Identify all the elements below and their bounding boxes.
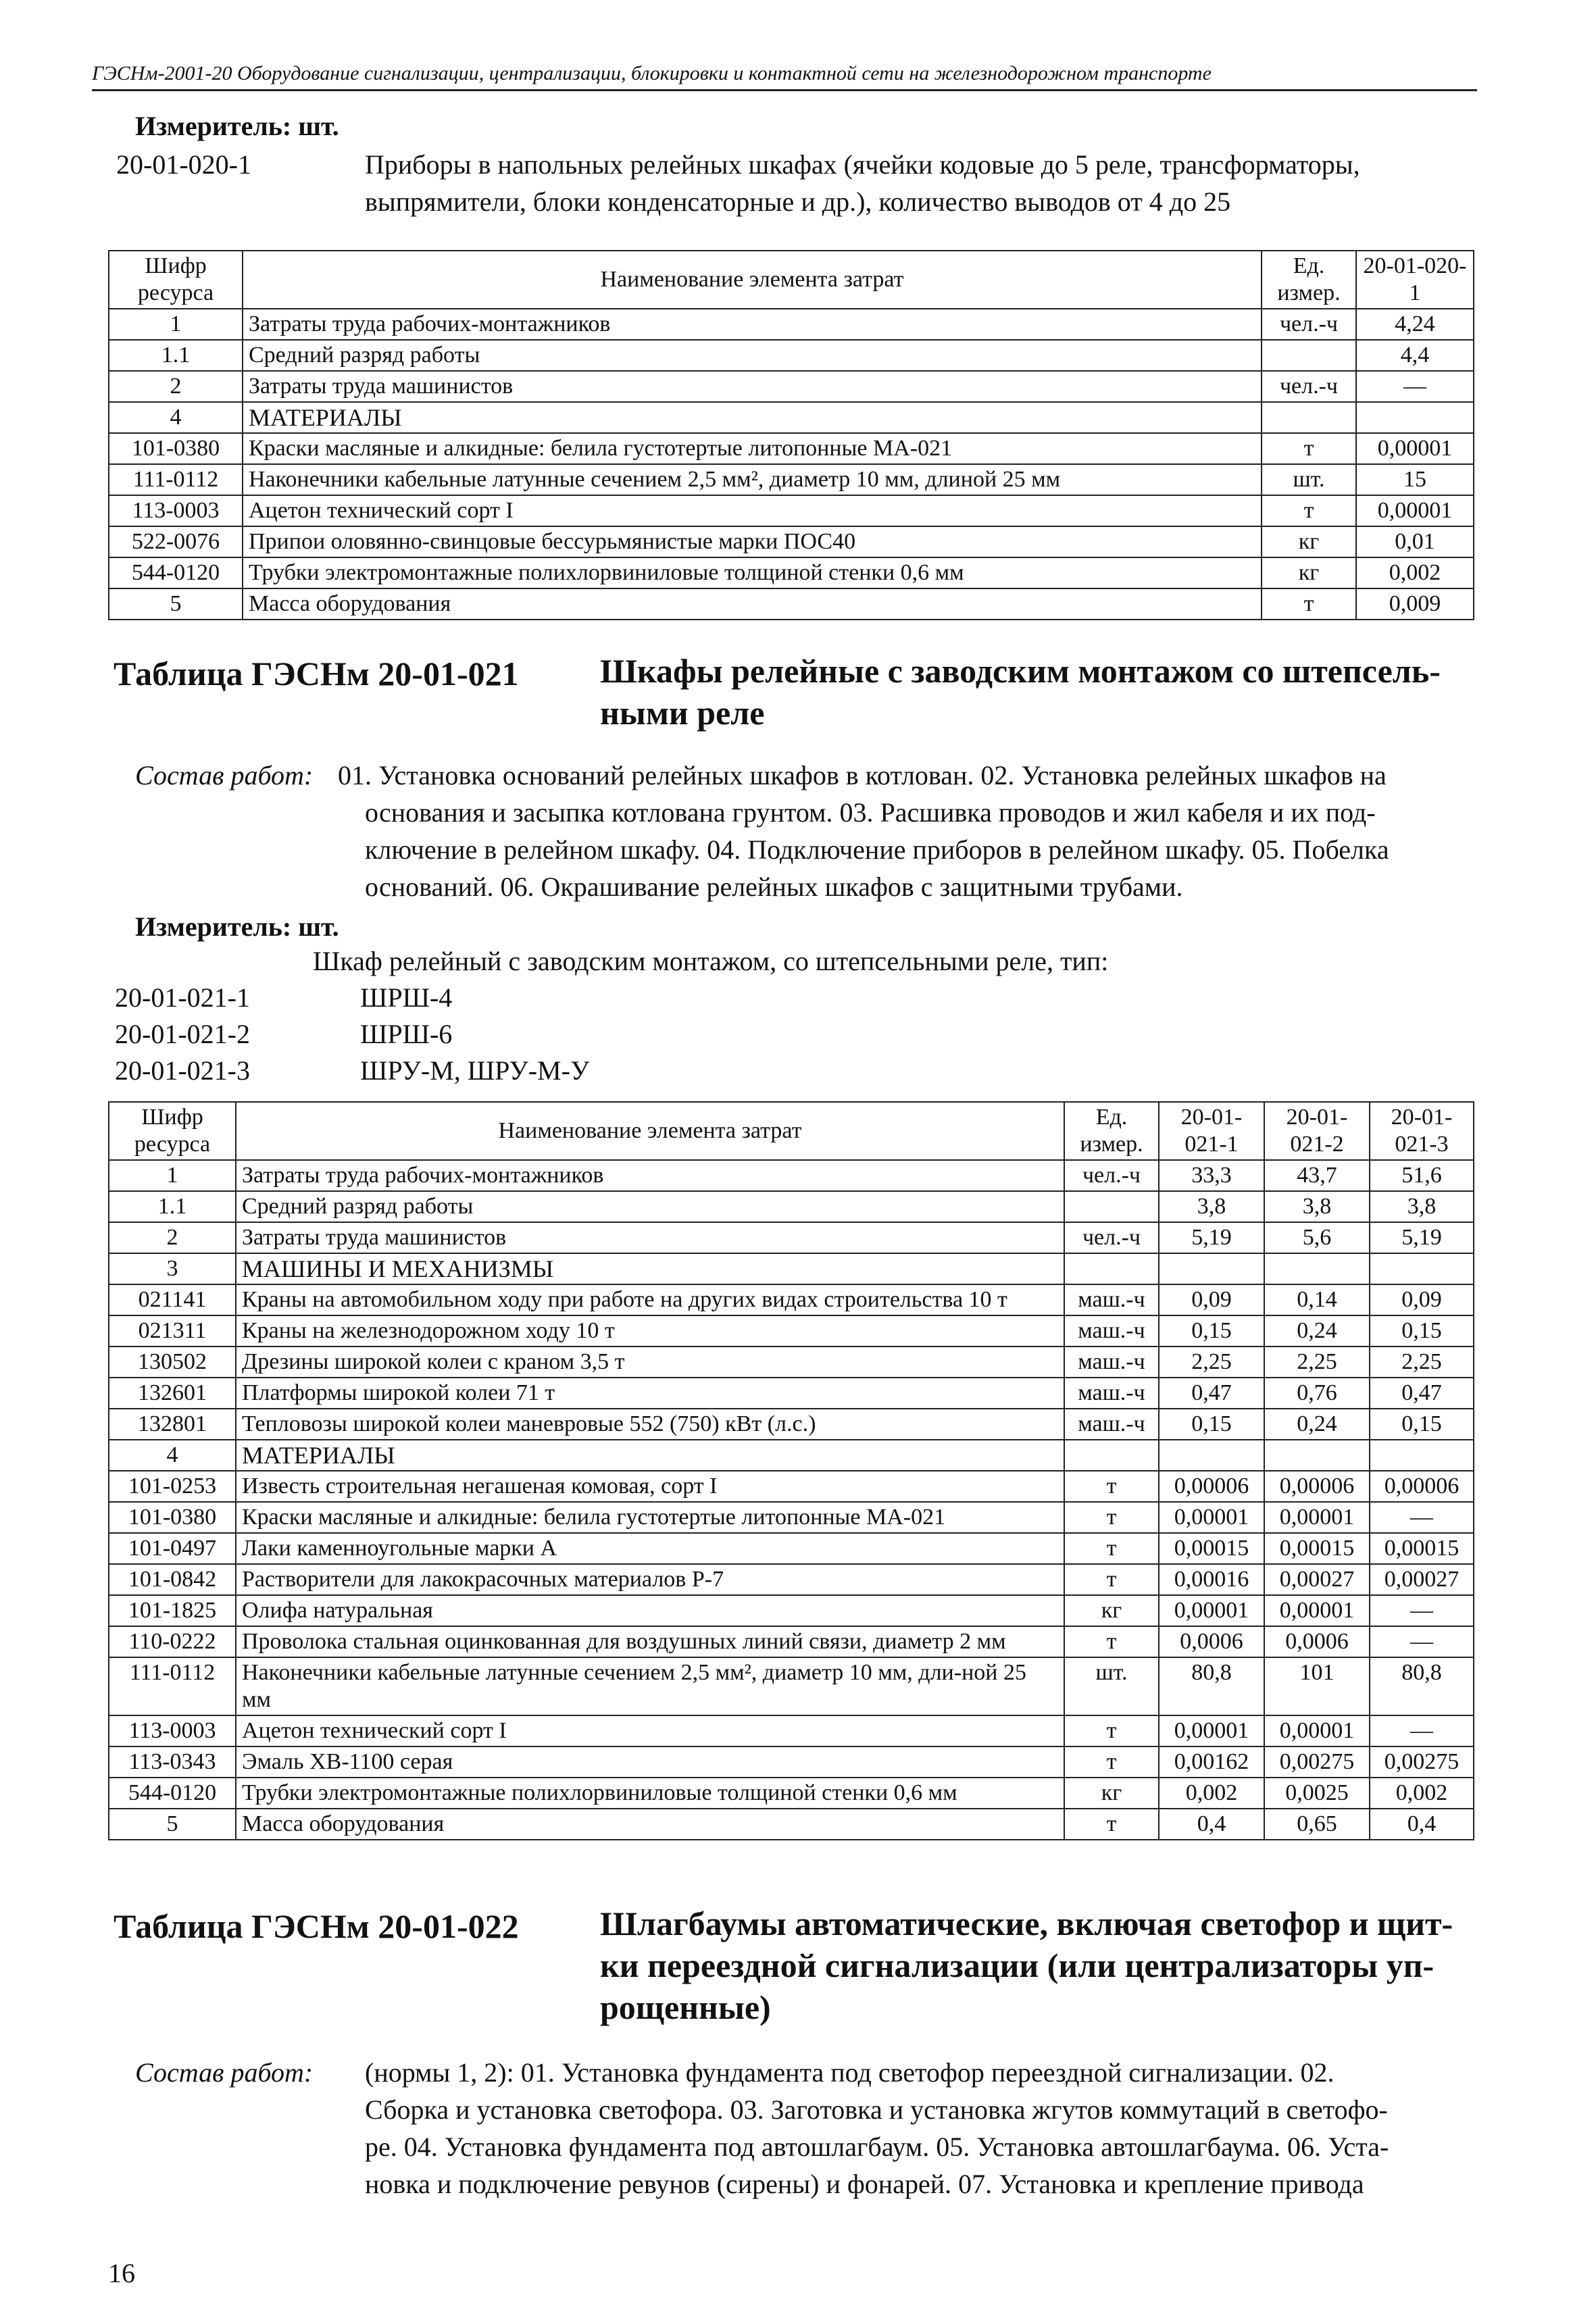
norm-desc-line-1: Приборы в напольных релейных шкафах (ячейки кодовые до 5 реле, трансформаторы,	[365, 149, 1360, 180]
cell-value-3: 3,8	[1370, 1191, 1474, 1222]
cell-value-1: 0,00001	[1356, 433, 1474, 464]
cell-code: 110-0222	[109, 1626, 236, 1657]
measurer-label: Измеритель:	[135, 911, 292, 942]
cell-name: Лаки каменноугольные марки А	[236, 1533, 1064, 1564]
cell-value-3: 51,6	[1370, 1160, 1474, 1191]
cell-value-2: 0,24	[1264, 1409, 1370, 1440]
cell-code: 113-0003	[109, 495, 243, 526]
table-title-022-line-3: рощенные)	[600, 1988, 771, 2026]
cell-unit: т	[1262, 433, 1356, 464]
norm-intro: Шкаф релейный с заводским монтажом, со штепсельными реле, тип:	[313, 946, 1109, 976]
cell-value-2: 0,65	[1264, 1809, 1370, 1840]
table-row	[109, 588, 1474, 620]
cell-value-1: 0,00001	[1159, 1595, 1264, 1626]
cell-value-1: 0,00015	[1159, 1533, 1264, 1564]
table-header-row	[109, 251, 1474, 309]
cell-value-1: 0,4	[1159, 1809, 1264, 1840]
cell-code: 113-0343	[109, 1746, 236, 1778]
measurer-line-2	[135, 909, 339, 945]
col-header-name: Наименование элемента затрат	[236, 1102, 1064, 1160]
cell-value-3: 0,47	[1370, 1378, 1474, 1409]
cell-value-2: 0,00015	[1264, 1533, 1370, 1564]
work-line-021-3: ключение в релейном шкафу. 04. Подключение приборов в релейном шкафу. 05. Побелка	[365, 834, 1389, 865]
cell-value-3: 0,00275	[1370, 1746, 1474, 1778]
cell-value-2: 0,00001	[1264, 1715, 1370, 1746]
work-line-022-3: ре. 04. Установка фундамента под автошлагбаум. 05. Установка автошлагбаума. 06. Уста-	[365, 2132, 1389, 2162]
cell-name: Платформы широкой колеи 71 т	[236, 1378, 1064, 1409]
cell-value-1: 2,25	[1159, 1347, 1264, 1378]
cell-name: Краски масляные и алкидные: белила густотертые литопонные МА-021	[236, 1502, 1064, 1533]
cell-name: Олифа натуральная	[236, 1595, 1064, 1626]
cell-unit: маш.-ч	[1064, 1347, 1159, 1378]
work-label-022: Состав работ:	[135, 2057, 314, 2088]
cell-value-2: 0,00001	[1264, 1502, 1370, 1533]
table-row	[109, 495, 1474, 526]
work-line-022-1: (нормы 1, 2): 01. Установка фундамента под светофор переездной сигнализации. 02.	[365, 2057, 1335, 2088]
cell-unit: т	[1064, 1715, 1159, 1746]
table-row	[109, 1657, 1474, 1715]
cell-value-1: 0,0006	[1159, 1626, 1264, 1657]
table-row	[109, 1778, 1474, 1809]
cell-value-1	[1356, 402, 1474, 433]
cell-value-3: 2,25	[1370, 1347, 1474, 1378]
col-header-code: Шифр ресурса	[109, 251, 243, 309]
table-row	[109, 1347, 1474, 1378]
cell-unit	[1262, 340, 1356, 371]
cell-value-2: 0,00027	[1264, 1564, 1370, 1595]
cell-code: 5	[109, 588, 243, 620]
cell-value-3: 0,15	[1370, 1409, 1474, 1440]
cell-name: Трубки электромонтажные полихлорвиниловые толщиной стенки 0,6 мм	[243, 557, 1262, 588]
cell-code: 5	[109, 1809, 236, 1840]
cell-name: Ацетон технический сорт I	[236, 1715, 1064, 1746]
cell-value-1: 0,00162	[1159, 1746, 1264, 1778]
table-row	[109, 1715, 1474, 1746]
cell-name: Известь строительная негашеная комовая, сорт I	[236, 1471, 1064, 1502]
cell-code: 021141	[109, 1284, 236, 1315]
table-row	[109, 1409, 1474, 1440]
cell-unit: т	[1064, 1746, 1159, 1778]
cell-name: Наконечники кабельные латунные сечением 2,5 мм², диаметр 10 мм, дли-ной 25 мм	[236, 1657, 1064, 1715]
cell-value-1: 4,4	[1356, 340, 1474, 371]
cell-value-2: 0,0025	[1264, 1778, 1370, 1809]
table-row	[109, 1378, 1474, 1409]
cell-value-3: —	[1370, 1502, 1474, 1533]
cell-value-1: 0,00001	[1159, 1502, 1264, 1533]
cell-name: МАШИНЫ И МЕХАНИЗМЫ	[236, 1253, 1064, 1284]
cell-value-2: 101	[1264, 1657, 1370, 1715]
cell-unit	[1262, 402, 1356, 433]
table-label-022: Таблица ГЭСНм 20-01-022	[114, 1907, 519, 1945]
cell-name: Средний разряд работы	[243, 340, 1262, 371]
table-row	[109, 309, 1474, 340]
norm-code-2: 20-01-021-2	[115, 1019, 250, 1049]
table-label-021: Таблица ГЭСНм 20-01-021	[114, 655, 519, 693]
table-row	[109, 1533, 1474, 1564]
cell-code: 101-0380	[109, 433, 243, 464]
norm-type-1: ШРШ-4	[360, 982, 453, 1013]
cell-code: 101-0380	[109, 1502, 236, 1533]
cell-value-3: 80,8	[1370, 1657, 1474, 1715]
table-row	[109, 1471, 1474, 1502]
measurer-label: Измеритель:	[135, 111, 292, 141]
norm-code-1: 20-01-021-1	[115, 982, 250, 1013]
cell-name: Наконечники кабельные латунные сечением 2,5 мм², диаметр 10 мм, длиной 25 мм	[243, 464, 1262, 495]
cell-name: Дрезины широкой колеи с краном 3,5 т	[236, 1347, 1064, 1378]
cell-name: Трубки электромонтажные полихлорвиниловые толщиной стенки 0,6 мм	[236, 1778, 1064, 1809]
work-line-022-2: Сборка и установка светофора. 03. Заготовка и установка жгутов коммутаций в светофо-	[365, 2094, 1388, 2125]
cell-name: Краны на автомобильном ходу при работе на других видах строительства 10 т	[236, 1284, 1064, 1315]
cell-value-3: 0,002	[1370, 1778, 1474, 1809]
cell-value-1: 80,8	[1159, 1657, 1264, 1715]
cell-code: 1.1	[109, 1191, 236, 1222]
cell-value-1: 0,00016	[1159, 1564, 1264, 1595]
cell-unit: маш.-ч	[1064, 1378, 1159, 1409]
cell-unit: кг	[1064, 1778, 1159, 1809]
cell-value-1: 0,00001	[1159, 1715, 1264, 1746]
cell-code: 1	[109, 309, 243, 340]
cell-value-2: 5,6	[1264, 1222, 1370, 1253]
cell-value-2	[1264, 1440, 1370, 1471]
cell-unit: шт.	[1064, 1657, 1159, 1715]
measurer-value: шт.	[298, 911, 339, 942]
cell-value-1: 33,3	[1159, 1160, 1264, 1191]
cell-value-1: 0,47	[1159, 1378, 1264, 1409]
cell-value-3	[1370, 1440, 1474, 1471]
work-line-021-4: оснований. 06. Окрашивание релейных шкафов с защитными трубами.	[365, 872, 1183, 902]
cell-value-1: 0,00001	[1356, 495, 1474, 526]
cell-value-2: 0,14	[1264, 1284, 1370, 1315]
cell-code: 101-0253	[109, 1471, 236, 1502]
cell-code: 130502	[109, 1347, 236, 1378]
cell-code: 544-0120	[109, 1778, 236, 1809]
cell-code: 101-0497	[109, 1533, 236, 1564]
cell-value-3: 0,4	[1370, 1809, 1474, 1840]
table-title-021-line-2: ными реле	[600, 694, 765, 732]
cell-code: 111-0112	[109, 1657, 236, 1715]
cell-code: 111-0112	[109, 464, 243, 495]
cell-unit: маш.-ч	[1064, 1284, 1159, 1315]
cell-name: Эмаль ХВ-1100 серая	[236, 1746, 1064, 1778]
cell-value-2: 0,00006	[1264, 1471, 1370, 1502]
cell-name: Припои оловянно-свинцовые бессурьмянистые марки ПОС40	[243, 526, 1262, 557]
resource-table-021	[108, 1101, 1474, 1840]
cell-unit: т	[1064, 1564, 1159, 1595]
cell-unit	[1064, 1253, 1159, 1284]
cell-unit: шт.	[1262, 464, 1356, 495]
cell-name: МАТЕРИАЛЫ	[243, 402, 1262, 433]
cell-unit: т	[1064, 1533, 1159, 1564]
cell-unit: чел.-ч	[1262, 309, 1356, 340]
table-title-021-line-1: Шкафы релейные с заводским монтажом со штепсель-	[600, 652, 1441, 690]
cell-unit: чел.-ч	[1064, 1160, 1159, 1191]
cell-name: Краны на железнодорожном ходу 10 т	[236, 1315, 1064, 1347]
cell-value-1: 5,19	[1159, 1222, 1264, 1253]
norm-type-3: ШРУ-М, ШРУ-М-У	[360, 1055, 590, 1086]
cell-code: 2	[109, 1222, 236, 1253]
cell-name: Проволока стальная оцинкованная для воздушных линий связи, диаметр 2 мм	[236, 1626, 1064, 1657]
cell-code: 4	[109, 1440, 236, 1471]
work-line-022-4: новка и подключение ревунов (сирены) и фонарей. 07. Установка и крепление привода	[365, 2169, 1364, 2199]
cell-code: 132601	[109, 1378, 236, 1409]
table-row	[109, 1222, 1474, 1253]
cell-value-2: 0,24	[1264, 1315, 1370, 1347]
cell-name: Краски масляные и алкидные: белила густотертые литопонные МА-021	[243, 433, 1262, 464]
cell-value-2: 0,00001	[1264, 1595, 1370, 1626]
col-header-norm-3: 20-01-021-3	[1370, 1102, 1474, 1160]
cell-code: 021311	[109, 1315, 236, 1347]
cell-code: 3	[109, 1253, 236, 1284]
cell-name: Средний разряд работы	[236, 1191, 1064, 1222]
norm-code-3: 20-01-021-3	[115, 1055, 250, 1086]
cell-unit: т	[1064, 1471, 1159, 1502]
cell-name: Масса оборудования	[236, 1809, 1064, 1840]
cell-code: 544-0120	[109, 557, 243, 588]
cell-value-1: 0,002	[1159, 1778, 1264, 1809]
cell-value-1: 4,24	[1356, 309, 1474, 340]
cell-value-3: 0,09	[1370, 1284, 1474, 1315]
table-row	[109, 1284, 1474, 1315]
col-header-norm: 20-01-020-1	[1356, 251, 1474, 309]
cell-unit: т	[1064, 1809, 1159, 1840]
cell-value-2	[1264, 1253, 1370, 1284]
cell-value-3: 0,00015	[1370, 1533, 1474, 1564]
cell-unit: т	[1262, 588, 1356, 620]
work-line-021-2: основания и засыпка котлована грунтом. 03. Расшивка проводов и жил кабеля и их под-	[365, 797, 1376, 828]
cell-value-1: 0,09	[1159, 1284, 1264, 1315]
table-title-022-line-1: Шлагбаумы автоматические, включая светофор и щит-	[600, 1905, 1453, 1942]
cell-value-1: 0,01	[1356, 526, 1474, 557]
table-row	[109, 433, 1474, 464]
cell-value-1	[1159, 1253, 1264, 1284]
cell-unit: т	[1064, 1626, 1159, 1657]
cell-unit: кг	[1262, 526, 1356, 557]
cell-unit: кг	[1262, 557, 1356, 588]
table-row	[109, 1626, 1474, 1657]
cell-value-1: 3,8	[1159, 1191, 1264, 1222]
cell-value-1: 0,15	[1159, 1409, 1264, 1440]
cell-code: 101-0842	[109, 1564, 236, 1595]
cell-value-1: —	[1356, 371, 1474, 402]
table-title-022-line-2: ки переездной сигнализации (или централизаторы уп-	[600, 1946, 1435, 1984]
cell-value-1: 0,15	[1159, 1315, 1264, 1347]
table-row	[109, 1564, 1474, 1595]
cell-code: 1.1	[109, 340, 243, 371]
cell-code: 522-0076	[109, 526, 243, 557]
cell-code: 2	[109, 371, 243, 402]
table-row	[109, 526, 1474, 557]
cell-name: МАТЕРИАЛЫ	[236, 1440, 1064, 1471]
cell-value-2: 0,00275	[1264, 1746, 1370, 1778]
section-row	[109, 1440, 1474, 1471]
cell-value-1: 0,00006	[1159, 1471, 1264, 1502]
cell-value-3: —	[1370, 1715, 1474, 1746]
col-header-code: Шифр ресурса	[109, 1102, 236, 1160]
cell-value-3: 5,19	[1370, 1222, 1474, 1253]
col-header-norm-1: 20-01-021-1	[1159, 1102, 1264, 1160]
section-row	[109, 402, 1474, 433]
cell-name: Ацетон технический сорт I	[243, 495, 1262, 526]
table-row	[109, 464, 1474, 495]
cell-value-3: —	[1370, 1595, 1474, 1626]
section-row	[109, 1253, 1474, 1284]
cell-name: Тепловозы широкой колеи маневровые 552 (750) кВт (л.с.)	[236, 1409, 1064, 1440]
measurer-line-1	[135, 108, 339, 145]
cell-value-3: 0,15	[1370, 1315, 1474, 1347]
work-line-021-1: 01. Установка оснований релейных шкафов в котлован. 02. Установка релейных шкафов на	[338, 760, 1387, 790]
cell-name: Масса оборудования	[243, 588, 1262, 620]
col-header-name: Наименование элемента затрат	[243, 251, 1262, 309]
cell-name: Затраты труда рабочих-монтажников	[236, 1160, 1064, 1191]
cell-value-1: 0,009	[1356, 588, 1474, 620]
norm-type-2: ШРШ-6	[360, 1019, 453, 1049]
cell-value-1: 0,002	[1356, 557, 1474, 588]
cell-unit	[1064, 1191, 1159, 1222]
page-number: 16	[108, 2258, 135, 2288]
cell-code: 113-0003	[109, 1715, 236, 1746]
cell-unit: маш.-ч	[1064, 1409, 1159, 1440]
col-header-norm-2: 20-01-021-2	[1264, 1102, 1370, 1160]
cell-name: Затраты труда машинистов	[243, 371, 1262, 402]
cell-value-2: 3,8	[1264, 1191, 1370, 1222]
cell-code: 132801	[109, 1409, 236, 1440]
cell-value-2: 2,25	[1264, 1347, 1370, 1378]
table-row	[109, 1315, 1474, 1347]
table-header-row	[109, 1102, 1474, 1160]
work-label-021: Состав работ:	[135, 760, 314, 790]
cell-code: 4	[109, 402, 243, 433]
table-row	[109, 1809, 1474, 1840]
cell-code: 1	[109, 1160, 236, 1191]
cell-unit: чел.-ч	[1064, 1222, 1159, 1253]
cell-value-1	[1159, 1440, 1264, 1471]
cell-value-3: 0,00006	[1370, 1471, 1474, 1502]
cell-unit	[1064, 1440, 1159, 1471]
norm-code: 20-01-020-1	[116, 149, 251, 180]
cell-unit: т	[1262, 495, 1356, 526]
table-row	[109, 1191, 1474, 1222]
norm-desc-line-2: выпрямители, блоки конденсаторные и др.), количество выводов от 4 до 25	[365, 186, 1231, 217]
cell-value-1: 15	[1356, 464, 1474, 495]
table-row	[109, 1502, 1474, 1533]
resource-table-020	[108, 250, 1474, 620]
cell-name: Растворители для лакокрасочных материалов Р-7	[236, 1564, 1064, 1595]
cell-code: 101-1825	[109, 1595, 236, 1626]
cell-unit: кг	[1064, 1595, 1159, 1626]
table-row	[109, 371, 1474, 402]
cell-name: Затраты труда машинистов	[236, 1222, 1064, 1253]
measurer-value: шт.	[298, 111, 339, 141]
cell-value-2: 43,7	[1264, 1160, 1370, 1191]
cell-value-2: 0,0006	[1264, 1626, 1370, 1657]
table-row	[109, 1160, 1474, 1191]
col-header-unit: Ед. измер.	[1262, 251, 1356, 309]
cell-value-3: 0,00027	[1370, 1564, 1474, 1595]
cell-unit: маш.-ч	[1064, 1315, 1159, 1347]
table-row	[109, 1746, 1474, 1778]
cell-value-3: —	[1370, 1626, 1474, 1657]
table-row	[109, 557, 1474, 588]
cell-value-2: 0,76	[1264, 1378, 1370, 1409]
cell-unit: т	[1064, 1502, 1159, 1533]
cell-value-3	[1370, 1253, 1474, 1284]
cell-name: Затраты труда рабочих-монтажников	[243, 309, 1262, 340]
table-row	[109, 340, 1474, 371]
running-header: ГЭСНм-2001-20 Оборудование сигнализации, централизации, блокировки и контактной сети на железнодорожном транспорте	[92, 62, 1477, 91]
table-row	[109, 1595, 1474, 1626]
cell-unit: чел.-ч	[1262, 371, 1356, 402]
col-header-unit: Ед. измер.	[1064, 1102, 1159, 1160]
